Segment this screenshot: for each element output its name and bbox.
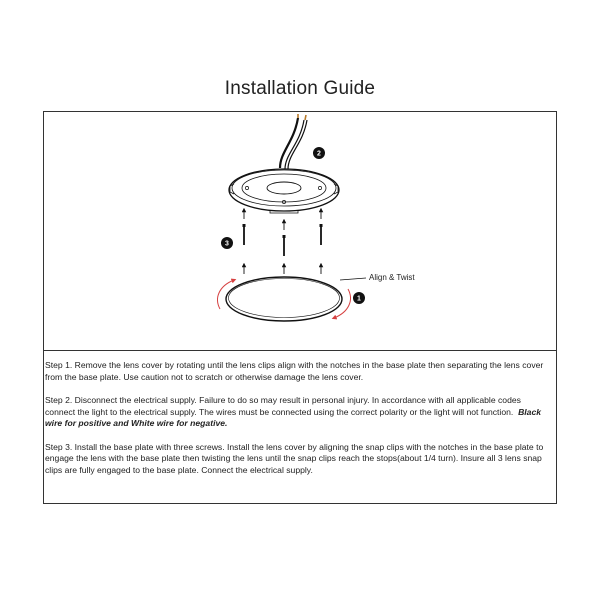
step-2-text bbox=[45, 395, 553, 430]
callout-2-number: 2 bbox=[317, 150, 321, 158]
callout-1-badge bbox=[353, 292, 365, 304]
installation-diagram bbox=[44, 112, 556, 350]
step-2-main: Step 2. Disconnect the electrical supply. Failure to do so may result in personal injury. In accordance with all applicable codes connect the light to the electrical supply. The wires must be connected using the correct polarity or the light will not function. bbox=[45, 395, 521, 417]
lens-up-arrows bbox=[244, 265, 321, 274]
callout-3-badge bbox=[221, 237, 233, 249]
lens-cover bbox=[226, 277, 342, 321]
instruction-steps bbox=[45, 360, 553, 488]
wires bbox=[280, 114, 307, 169]
align-twist-leader-line bbox=[340, 278, 366, 280]
callout-2-badge bbox=[313, 147, 325, 159]
step-1-text: Step 1. Remove the lens cover by rotating until the lens clips align with the notches in the base plate then separating the lens cover from the base plate. Use caution not to scratch or otherwise damage the lens cover. bbox=[45, 360, 544, 382]
base-plate bbox=[229, 169, 339, 213]
callout-3-number: 3 bbox=[225, 240, 229, 248]
screws bbox=[243, 210, 323, 256]
callout-1-number: 1 bbox=[357, 295, 361, 303]
wire-polarity-note: Black wire for positive and White wire for negative. bbox=[45, 406, 542, 428]
section-divider bbox=[44, 350, 556, 351]
page-title: Installation Guide bbox=[224, 78, 376, 99]
align-twist-label: Align & Twist bbox=[369, 273, 415, 282]
step-3-text: Step 3. Install the base plate with three screws. Install the lens cover by aligning the snap clips with the notches in the base plate to engage the lens with the base plate then twisting the lens until the snap clips reach the stops(about 1/4 turn). Insure all 3 lens snap clips are fully engaged to the base plate. Connect the electrical supply. bbox=[45, 441, 544, 475]
guide-frame bbox=[43, 111, 557, 504]
